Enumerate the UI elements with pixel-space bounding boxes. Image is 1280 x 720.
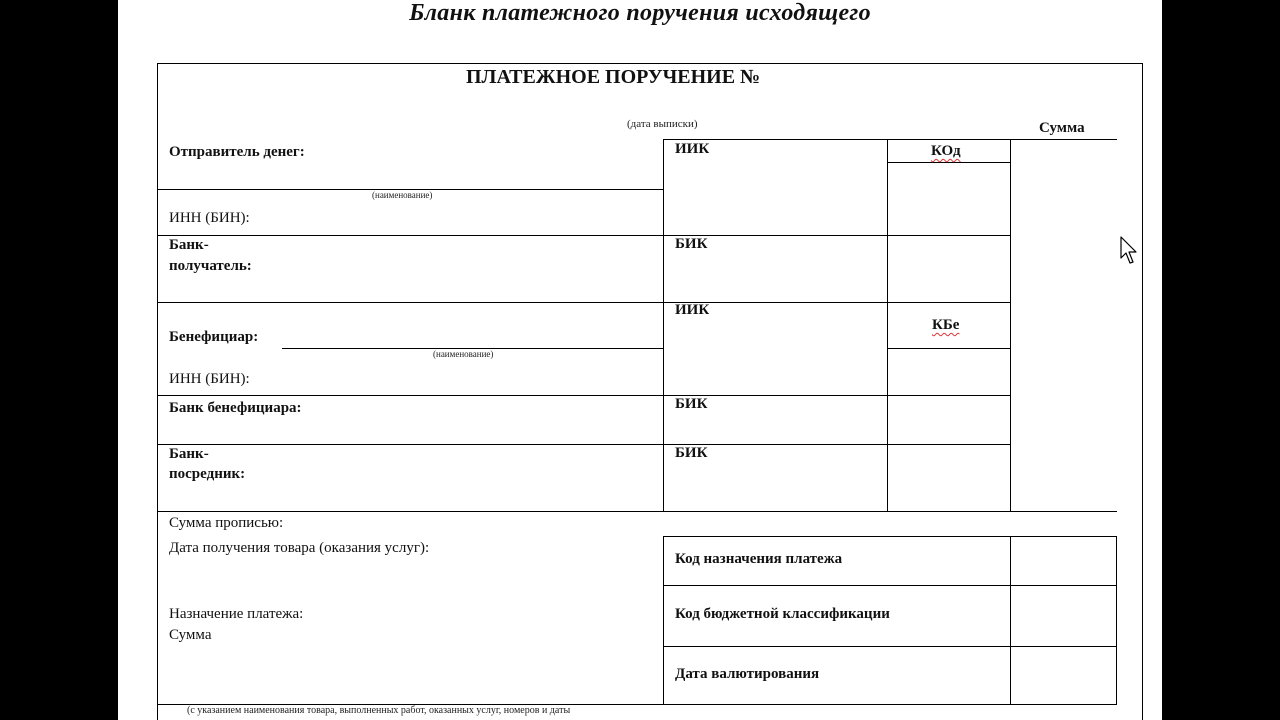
frame-left <box>157 63 158 720</box>
footnote-text: (с указанием наименования товара, выполненных работ, оказанных услуг, номеров и даты <box>187 705 571 716</box>
line-kod <box>887 162 1010 163</box>
frame-top <box>157 63 1143 64</box>
document-title: Бланк платежного поручения исходящего <box>409 0 871 26</box>
line-top-right <box>663 139 1117 140</box>
intermediary-bank-label-2: посредник: <box>169 466 246 482</box>
codes-mid <box>1010 536 1011 704</box>
codes-right <box>1116 536 1117 704</box>
codes-left <box>663 536 664 704</box>
goods-date-label: Дата получения товара (оказания услуг): <box>169 540 430 556</box>
intermediary-bik-label: БИК <box>675 445 708 461</box>
sum-label: Сумма <box>169 627 212 643</box>
line-row-6 <box>157 511 1117 512</box>
beneficiary-label: Бенефициар: <box>169 329 259 345</box>
beneficiary-bik-label: БИК <box>675 396 708 412</box>
frame-right <box>1142 63 1143 720</box>
recipient-bank-label-2: получатель: <box>169 258 252 274</box>
document-page <box>118 0 1162 720</box>
kod-label: КОд <box>931 143 961 159</box>
col-right-divider <box>1010 139 1011 511</box>
beneficiary-bank-label: Банк бенефициара: <box>169 400 302 416</box>
form-heading: ПЛАТЕЖНОЕ ПОРУЧЕНИЕ № <box>466 66 761 88</box>
line-row-5 <box>157 444 1010 445</box>
sum-words-label: Сумма прописью: <box>169 515 284 531</box>
sender-name-hint: (наименование) <box>372 190 433 200</box>
line-row-2 <box>157 235 1010 236</box>
line-kbe <box>887 348 1010 349</box>
beneficiary-name-hint: (наименование) <box>433 349 494 359</box>
intermediary-bank-label-1: Банк- <box>169 446 209 462</box>
beneficiary-inn-label: ИНН (БИН): <box>169 371 250 387</box>
payment-code-label: Код назначения платежа <box>675 551 843 567</box>
line-codes-2 <box>663 646 1117 647</box>
line-codes-top <box>663 536 1117 537</box>
recipient-bik-label: БИК <box>675 236 708 252</box>
date-hint: (дата выписки) <box>627 118 698 130</box>
sender-iik-label: ИИК <box>675 141 710 157</box>
sender-inn-label: ИНН (БИН): <box>169 210 250 226</box>
value-date-label: Дата валютирования <box>675 666 820 682</box>
beneficiary-iik-label: ИИК <box>675 302 710 318</box>
line-row-4 <box>157 395 1010 396</box>
line-row-3 <box>157 302 1010 303</box>
col-mid-divider <box>887 139 888 511</box>
col-left-divider <box>663 139 664 511</box>
purpose-label: Назначение платежа: <box>169 606 304 622</box>
recipient-bank-label-1: Банк- <box>169 237 209 253</box>
sum-header: Сумма <box>1039 120 1085 136</box>
kbe-label: КБе <box>932 317 960 333</box>
line-codes-1 <box>663 585 1117 586</box>
mouse-cursor-icon <box>1120 236 1140 266</box>
budget-code-label: Код бюджетной классификации <box>675 606 890 622</box>
sender-label: Отправитель денег: <box>169 144 305 160</box>
line-codes-bottom <box>663 704 1117 705</box>
